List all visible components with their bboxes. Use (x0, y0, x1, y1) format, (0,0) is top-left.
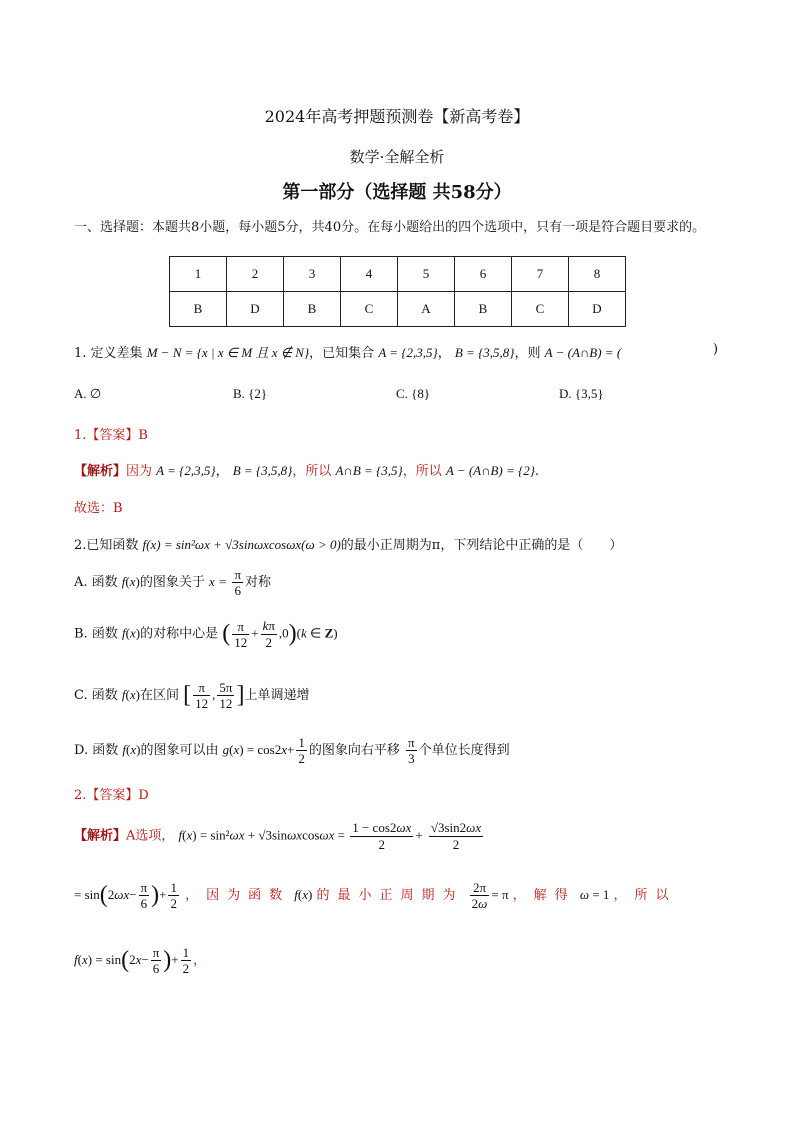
question-1-answer: 1.【答案】B (74, 428, 148, 443)
part-heading: 第一部分（选择题 共58分） (282, 182, 512, 203)
question-2-analysis-line-3: f(x) = sin(2x− $\frac{\pi}{6}$ )+ $\frac{1}{2}$ ， (74, 945, 207, 976)
math-expression: A − (A∩B) = ( (544, 345, 622, 360)
answer-table-number-row (170, 257, 626, 292)
math-expression: A = {2,3,5} (378, 345, 438, 360)
document-subtitle: 数学·全解全析 (349, 148, 445, 166)
math-expression: B = {3,5,8} (454, 345, 515, 360)
table-cell: 3 (284, 257, 341, 292)
table-cell: 6 (455, 257, 512, 292)
table-cell: B (284, 292, 341, 327)
question-2-analysis-line-1: 【解析】A选项， f(x) = sin²ωx + √3sinωxcosωx = $\frac{1 - \cos 2\omega x}{2}$ + $\frac{√3\sin 2\omega x}{2}$ (74, 820, 482, 852)
table-cell: 2 (227, 257, 284, 292)
question-2-answer: 2.【答案】D (74, 788, 149, 803)
table-cell: 5 (398, 257, 455, 292)
question-2-option-c: C. 函数 f(x)在区间 [ $\frac{\pi}{12}$ , $\frac{5\pi}{12}$ ]上单调递增 (74, 680, 310, 711)
table-cell: 8 (569, 257, 626, 292)
document-title: 2024年高考押题预测卷【新高考卷】 (264, 107, 530, 126)
table-cell: B (455, 292, 512, 327)
math-expression: M − N = {x | x ∈ M 且 x ∉ N} (146, 345, 310, 360)
question-2-analysis-line-2: = sin(2ωx− $\frac{\pi}{6}$ )+ $\frac{1}{2}$ ，因为函数 f(x) 的最小正周期为 $\frac{2\pi}{2\omega}$ = π ，解得 ω = 1 ，所以 (74, 880, 677, 911)
option-d: D. {3,5} (559, 386, 604, 401)
answer-table (169, 256, 626, 327)
answer-blank-close: ) (713, 342, 719, 357)
question-2-option-a: A. 函数 f(x)的图象关于 x = $\frac{\pi}{6}$ 对称 (74, 567, 272, 598)
table-cell: C (512, 292, 569, 327)
table-cell: C (341, 292, 398, 327)
math-expression: f(x) = sin²ωx + √3sinωxcosωx(ω > 0) (142, 537, 341, 552)
option-a: A. ∅ (74, 386, 102, 401)
option-b: B. {2} (233, 386, 268, 401)
option-c: C. {8} (396, 386, 431, 401)
question-1-conclusion: 故选：B (74, 501, 123, 516)
table-cell: 1 (170, 257, 227, 292)
question-1-analysis: 【解析】因为 A = {2,3,5}， B = {3,5,8}，所以 A∩B = {3,5}，所以 A − (A∩B) = {2}. (74, 463, 540, 479)
table-cell: D (227, 292, 284, 327)
table-cell: A (398, 292, 455, 327)
section-intro: 一、选择题：本题共8小题，每小题5分，共40分。在每小题给出的四个选项中，只有一项是符合题目要求的。 (74, 220, 706, 235)
table-cell: B (170, 292, 227, 327)
answer-table-answer-row (170, 292, 626, 327)
question-2-stem: 2.已知函数 f(x) = sin²ωx + √3sinωxcosωx(ω > 0)的最小正周期为π，下列结论中正确的是（ ） (74, 537, 623, 553)
table-cell: 4 (341, 257, 398, 292)
question-1-stem: 1. 定义差集 M − N = {x | x ∈ M 且 x ∉ N}，已知集合 A = {2,3,5}， B = {3,5,8}，则 A − (A∩B) = ( (74, 345, 622, 361)
question-2-option-b: B. 函数 f(x)的对称中心是 ( $\frac{\pi}{12}$ + $\frac{k\pi}{2}$ ,0)(k ∈ Z) (74, 618, 338, 650)
table-cell: 7 (512, 257, 569, 292)
table-cell: D (569, 292, 626, 327)
question-2-option-d: D. 函数 f(x)的图象可以由 g(x) = cos2x+ $\frac{1}{2}$ 的图象向右平移 $\frac{\pi}{3}$ 个单位长度得到 (74, 735, 510, 766)
